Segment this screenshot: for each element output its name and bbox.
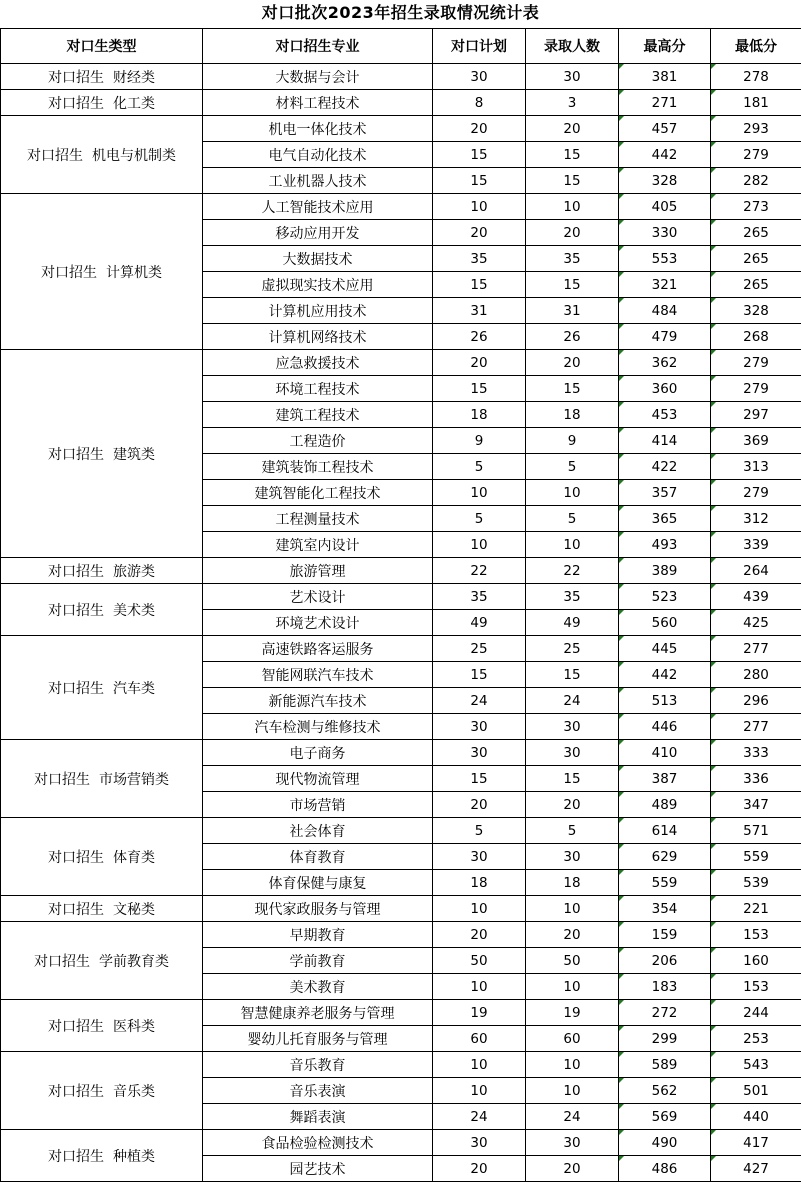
- table-row: [1, 584, 801, 610]
- cell-major: 高速铁路客运服务: [203, 636, 433, 662]
- cell-plan: 18: [433, 870, 526, 896]
- cell-min-score: 440: [711, 1104, 801, 1130]
- cell-plan: 10: [433, 532, 526, 558]
- cell-max-score: 272: [619, 1000, 711, 1026]
- cell-major: 音乐表演: [203, 1078, 433, 1104]
- cell-plan: 20: [433, 922, 526, 948]
- cell-admitted: 5: [526, 454, 619, 480]
- cell-plan: 15: [433, 142, 526, 168]
- cell-min-score: 312: [711, 506, 801, 532]
- cell-plan: 49: [433, 610, 526, 636]
- table-row: [1, 740, 801, 766]
- cell-major: 旅游管理: [203, 558, 433, 584]
- cell-min-score: 153: [711, 922, 801, 948]
- cell-plan: 10: [433, 896, 526, 922]
- cell-min-score: 279: [711, 376, 801, 402]
- cell-admitted: 20: [526, 1156, 619, 1182]
- header-major: 对口招生专业: [203, 29, 433, 64]
- cell-type: 对口招生 汽车类: [1, 636, 203, 740]
- cell-admitted: 10: [526, 194, 619, 220]
- cell-min-score: 277: [711, 714, 801, 740]
- cell-plan: 60: [433, 1026, 526, 1052]
- cell-major: 移动应用开发: [203, 220, 433, 246]
- cell-min-score: 347: [711, 792, 801, 818]
- cell-max-score: 321: [619, 272, 711, 298]
- cell-plan: 20: [433, 220, 526, 246]
- cell-admitted: 20: [526, 922, 619, 948]
- cell-plan: 10: [433, 194, 526, 220]
- cell-type: 对口招生 种植类: [1, 1130, 203, 1182]
- cell-plan: 50: [433, 948, 526, 974]
- table-row: [1, 636, 801, 662]
- cell-admitted: 15: [526, 662, 619, 688]
- cell-admitted: 25: [526, 636, 619, 662]
- table-row: [1, 116, 801, 142]
- cell-plan: 15: [433, 766, 526, 792]
- cell-major: 现代家政服务与管理: [203, 896, 433, 922]
- cell-min-score: 268: [711, 324, 801, 350]
- cell-max-score: 389: [619, 558, 711, 584]
- cell-admitted: 20: [526, 350, 619, 376]
- cell-max-score: 362: [619, 350, 711, 376]
- cell-admitted: 18: [526, 870, 619, 896]
- table-row: [1, 1130, 801, 1156]
- cell-major: 新能源汽车技术: [203, 688, 433, 714]
- cell-min-score: 427: [711, 1156, 801, 1182]
- cell-max-score: 445: [619, 636, 711, 662]
- cell-min-score: 181: [711, 90, 801, 116]
- cell-plan: 22: [433, 558, 526, 584]
- cell-plan: 20: [433, 792, 526, 818]
- cell-major: 美术教育: [203, 974, 433, 1000]
- header-type: 对口生类型: [1, 29, 203, 64]
- cell-type: 对口招生 市场营销类: [1, 740, 203, 818]
- cell-major: 智能网联汽车技术: [203, 662, 433, 688]
- cell-plan: 10: [433, 480, 526, 506]
- cell-max-score: 299: [619, 1026, 711, 1052]
- cell-major: 材料工程技术: [203, 90, 433, 116]
- cell-min-score: 313: [711, 454, 801, 480]
- cell-major: 工程测量技术: [203, 506, 433, 532]
- cell-max-score: 484: [619, 298, 711, 324]
- cell-admitted: 18: [526, 402, 619, 428]
- cell-major: 建筑室内设计: [203, 532, 433, 558]
- cell-min-score: 278: [711, 64, 801, 90]
- cell-max-score: 453: [619, 402, 711, 428]
- cell-type: 对口招生 机电与机制类: [1, 116, 203, 194]
- cell-plan: 35: [433, 584, 526, 610]
- cell-admitted: 20: [526, 220, 619, 246]
- cell-plan: 9: [433, 428, 526, 454]
- cell-major: 园艺技术: [203, 1156, 433, 1182]
- cell-major: 社会体育: [203, 818, 433, 844]
- cell-max-score: 523: [619, 584, 711, 610]
- cell-max-score: 479: [619, 324, 711, 350]
- cell-max-score: 442: [619, 662, 711, 688]
- cell-min-score: 439: [711, 584, 801, 610]
- cell-max-score: 360: [619, 376, 711, 402]
- cell-plan: 10: [433, 974, 526, 1000]
- cell-plan: 26: [433, 324, 526, 350]
- cell-major: 建筑智能化工程技术: [203, 480, 433, 506]
- cell-type: 对口招生 建筑类: [1, 350, 203, 558]
- cell-major: 早期教育: [203, 922, 433, 948]
- cell-plan: 30: [433, 740, 526, 766]
- cell-admitted: 10: [526, 1078, 619, 1104]
- cell-min-score: 369: [711, 428, 801, 454]
- cell-plan: 15: [433, 376, 526, 402]
- cell-admitted: 24: [526, 688, 619, 714]
- cell-min-score: 328: [711, 298, 801, 324]
- cell-admitted: 26: [526, 324, 619, 350]
- cell-min-score: 279: [711, 350, 801, 376]
- cell-min-score: 559: [711, 844, 801, 870]
- cell-admitted: 10: [526, 480, 619, 506]
- cell-max-score: 559: [619, 870, 711, 896]
- cell-admitted: 30: [526, 844, 619, 870]
- cell-max-score: 414: [619, 428, 711, 454]
- cell-plan: 15: [433, 168, 526, 194]
- cell-admitted: 30: [526, 1130, 619, 1156]
- header-max-score: 最高分: [619, 29, 711, 64]
- cell-major: 计算机网络技术: [203, 324, 433, 350]
- header-row: [1, 29, 801, 64]
- cell-max-score: 206: [619, 948, 711, 974]
- cell-admitted: 19: [526, 1000, 619, 1026]
- cell-min-score: 293: [711, 116, 801, 142]
- cell-min-score: 265: [711, 220, 801, 246]
- cell-admitted: 20: [526, 116, 619, 142]
- table-row: [1, 922, 801, 948]
- cell-max-score: 410: [619, 740, 711, 766]
- cell-type: 对口招生 美术类: [1, 584, 203, 636]
- cell-admitted: 10: [526, 896, 619, 922]
- cell-plan: 5: [433, 818, 526, 844]
- cell-min-score: 543: [711, 1052, 801, 1078]
- cell-max-score: 562: [619, 1078, 711, 1104]
- cell-major: 体育教育: [203, 844, 433, 870]
- cell-plan: 10: [433, 1052, 526, 1078]
- cell-major: 舞蹈表演: [203, 1104, 433, 1130]
- cell-max-score: 553: [619, 246, 711, 272]
- cell-major: 电气自动化技术: [203, 142, 433, 168]
- cell-max-score: 271: [619, 90, 711, 116]
- cell-type: 对口招生 学前教育类: [1, 922, 203, 1000]
- table-row: [1, 896, 801, 922]
- cell-max-score: 490: [619, 1130, 711, 1156]
- table-row: [1, 818, 801, 844]
- cell-min-score: 253: [711, 1026, 801, 1052]
- cell-major: 电子商务: [203, 740, 433, 766]
- cell-plan: 10: [433, 1078, 526, 1104]
- cell-min-score: 279: [711, 480, 801, 506]
- cell-min-score: 501: [711, 1078, 801, 1104]
- cell-min-score: 333: [711, 740, 801, 766]
- cell-plan: 8: [433, 90, 526, 116]
- cell-plan: 20: [433, 116, 526, 142]
- cell-max-score: 422: [619, 454, 711, 480]
- cell-type: 对口招生 旅游类: [1, 558, 203, 584]
- cell-admitted: 15: [526, 142, 619, 168]
- cell-major: 人工智能技术应用: [203, 194, 433, 220]
- cell-admitted: 24: [526, 1104, 619, 1130]
- admission-table: [0, 28, 801, 1182]
- cell-admitted: 10: [526, 532, 619, 558]
- cell-admitted: 5: [526, 506, 619, 532]
- cell-admitted: 5: [526, 818, 619, 844]
- cell-admitted: 20: [526, 792, 619, 818]
- cell-admitted: 22: [526, 558, 619, 584]
- cell-major: 汽车检测与维修技术: [203, 714, 433, 740]
- cell-admitted: 50: [526, 948, 619, 974]
- cell-admitted: 60: [526, 1026, 619, 1052]
- table-row: [1, 350, 801, 376]
- cell-major: 婴幼儿托育服务与管理: [203, 1026, 433, 1052]
- cell-max-score: 614: [619, 818, 711, 844]
- cell-min-score: 296: [711, 688, 801, 714]
- cell-min-score: 160: [711, 948, 801, 974]
- cell-min-score: 339: [711, 532, 801, 558]
- cell-admitted: 49: [526, 610, 619, 636]
- cell-type: 对口招生 计算机类: [1, 194, 203, 350]
- cell-admitted: 9: [526, 428, 619, 454]
- cell-min-score: 539: [711, 870, 801, 896]
- cell-plan: 19: [433, 1000, 526, 1026]
- cell-admitted: 15: [526, 766, 619, 792]
- cell-plan: 15: [433, 662, 526, 688]
- cell-admitted: 10: [526, 1052, 619, 1078]
- cell-major: 食品检验检测技术: [203, 1130, 433, 1156]
- cell-major: 环境艺术设计: [203, 610, 433, 636]
- cell-min-score: 265: [711, 272, 801, 298]
- cell-plan: 5: [433, 506, 526, 532]
- cell-major: 环境工程技术: [203, 376, 433, 402]
- cell-max-score: 159: [619, 922, 711, 948]
- cell-plan: 15: [433, 272, 526, 298]
- cell-major: 工业机器人技术: [203, 168, 433, 194]
- table-row: [1, 1052, 801, 1078]
- cell-max-score: 381: [619, 64, 711, 90]
- table-row: [1, 194, 801, 220]
- cell-admitted: 31: [526, 298, 619, 324]
- cell-max-score: 183: [619, 974, 711, 1000]
- cell-admitted: 10: [526, 974, 619, 1000]
- cell-plan: 30: [433, 1130, 526, 1156]
- cell-admitted: 15: [526, 376, 619, 402]
- cell-admitted: 35: [526, 246, 619, 272]
- header-admitted: 录取人数: [526, 29, 619, 64]
- cell-min-score: 571: [711, 818, 801, 844]
- cell-max-score: 560: [619, 610, 711, 636]
- cell-min-score: 273: [711, 194, 801, 220]
- cell-max-score: 457: [619, 116, 711, 142]
- cell-major: 音乐教育: [203, 1052, 433, 1078]
- cell-plan: 30: [433, 844, 526, 870]
- cell-major: 现代物流管理: [203, 766, 433, 792]
- table-row: [1, 558, 801, 584]
- cell-major: 应急救援技术: [203, 350, 433, 376]
- cell-type: 对口招生 文秘类: [1, 896, 203, 922]
- cell-plan: 24: [433, 1104, 526, 1130]
- cell-max-score: 446: [619, 714, 711, 740]
- table-row: [1, 64, 801, 90]
- cell-major: 智慧健康养老服务与管理: [203, 1000, 433, 1026]
- cell-major: 大数据与会计: [203, 64, 433, 90]
- cell-major: 建筑装饰工程技术: [203, 454, 433, 480]
- cell-plan: 30: [433, 64, 526, 90]
- cell-major: 建筑工程技术: [203, 402, 433, 428]
- cell-max-score: 442: [619, 142, 711, 168]
- cell-admitted: 30: [526, 740, 619, 766]
- cell-min-score: 282: [711, 168, 801, 194]
- cell-plan: 18: [433, 402, 526, 428]
- cell-major: 体育保健与康复: [203, 870, 433, 896]
- cell-major: 大数据技术: [203, 246, 433, 272]
- cell-min-score: 336: [711, 766, 801, 792]
- cell-plan: 30: [433, 714, 526, 740]
- cell-admitted: 15: [526, 168, 619, 194]
- cell-min-score: 425: [711, 610, 801, 636]
- cell-max-score: 354: [619, 896, 711, 922]
- cell-max-score: 328: [619, 168, 711, 194]
- cell-type: 对口招生 音乐类: [1, 1052, 203, 1130]
- cell-min-score: 297: [711, 402, 801, 428]
- table-header: [1, 29, 801, 64]
- cell-major: 市场营销: [203, 792, 433, 818]
- cell-min-score: 417: [711, 1130, 801, 1156]
- table-row: [1, 90, 801, 116]
- cell-max-score: 387: [619, 766, 711, 792]
- cell-max-score: 569: [619, 1104, 711, 1130]
- cell-admitted: 35: [526, 584, 619, 610]
- cell-max-score: 486: [619, 1156, 711, 1182]
- cell-max-score: 493: [619, 532, 711, 558]
- cell-min-score: 244: [711, 1000, 801, 1026]
- cell-plan: 31: [433, 298, 526, 324]
- cell-max-score: 513: [619, 688, 711, 714]
- cell-min-score: 153: [711, 974, 801, 1000]
- cell-major: 学前教育: [203, 948, 433, 974]
- cell-max-score: 357: [619, 480, 711, 506]
- cell-min-score: 279: [711, 142, 801, 168]
- cell-type: 对口招生 化工类: [1, 90, 203, 116]
- cell-plan: 25: [433, 636, 526, 662]
- cell-min-score: 265: [711, 246, 801, 272]
- cell-admitted: 3: [526, 90, 619, 116]
- cell-type: 对口招生 财经类: [1, 64, 203, 90]
- cell-major: 计算机应用技术: [203, 298, 433, 324]
- header-plan: 对口计划: [433, 29, 526, 64]
- cell-type: 对口招生 体育类: [1, 818, 203, 896]
- cell-plan: 35: [433, 246, 526, 272]
- cell-max-score: 405: [619, 194, 711, 220]
- cell-max-score: 589: [619, 1052, 711, 1078]
- page-title: 对口批次2023年招生录取情况统计表: [0, 0, 801, 28]
- cell-max-score: 629: [619, 844, 711, 870]
- cell-major: 虚拟现实技术应用: [203, 272, 433, 298]
- cell-plan: 20: [433, 350, 526, 376]
- cell-major: 艺术设计: [203, 584, 433, 610]
- cell-type: 对口招生 医科类: [1, 1000, 203, 1052]
- cell-min-score: 280: [711, 662, 801, 688]
- cell-major: 机电一体化技术: [203, 116, 433, 142]
- cell-max-score: 330: [619, 220, 711, 246]
- header-min-score: 最低分: [711, 29, 801, 64]
- cell-plan: 5: [433, 454, 526, 480]
- cell-admitted: 30: [526, 64, 619, 90]
- table-row: [1, 1000, 801, 1026]
- cell-plan: 24: [433, 688, 526, 714]
- cell-admitted: 15: [526, 272, 619, 298]
- cell-min-score: 221: [711, 896, 801, 922]
- table-body: [1, 64, 801, 1182]
- cell-plan: 20: [433, 1156, 526, 1182]
- cell-min-score: 264: [711, 558, 801, 584]
- cell-min-score: 277: [711, 636, 801, 662]
- cell-major: 工程造价: [203, 428, 433, 454]
- cell-admitted: 30: [526, 714, 619, 740]
- cell-max-score: 489: [619, 792, 711, 818]
- cell-max-score: 365: [619, 506, 711, 532]
